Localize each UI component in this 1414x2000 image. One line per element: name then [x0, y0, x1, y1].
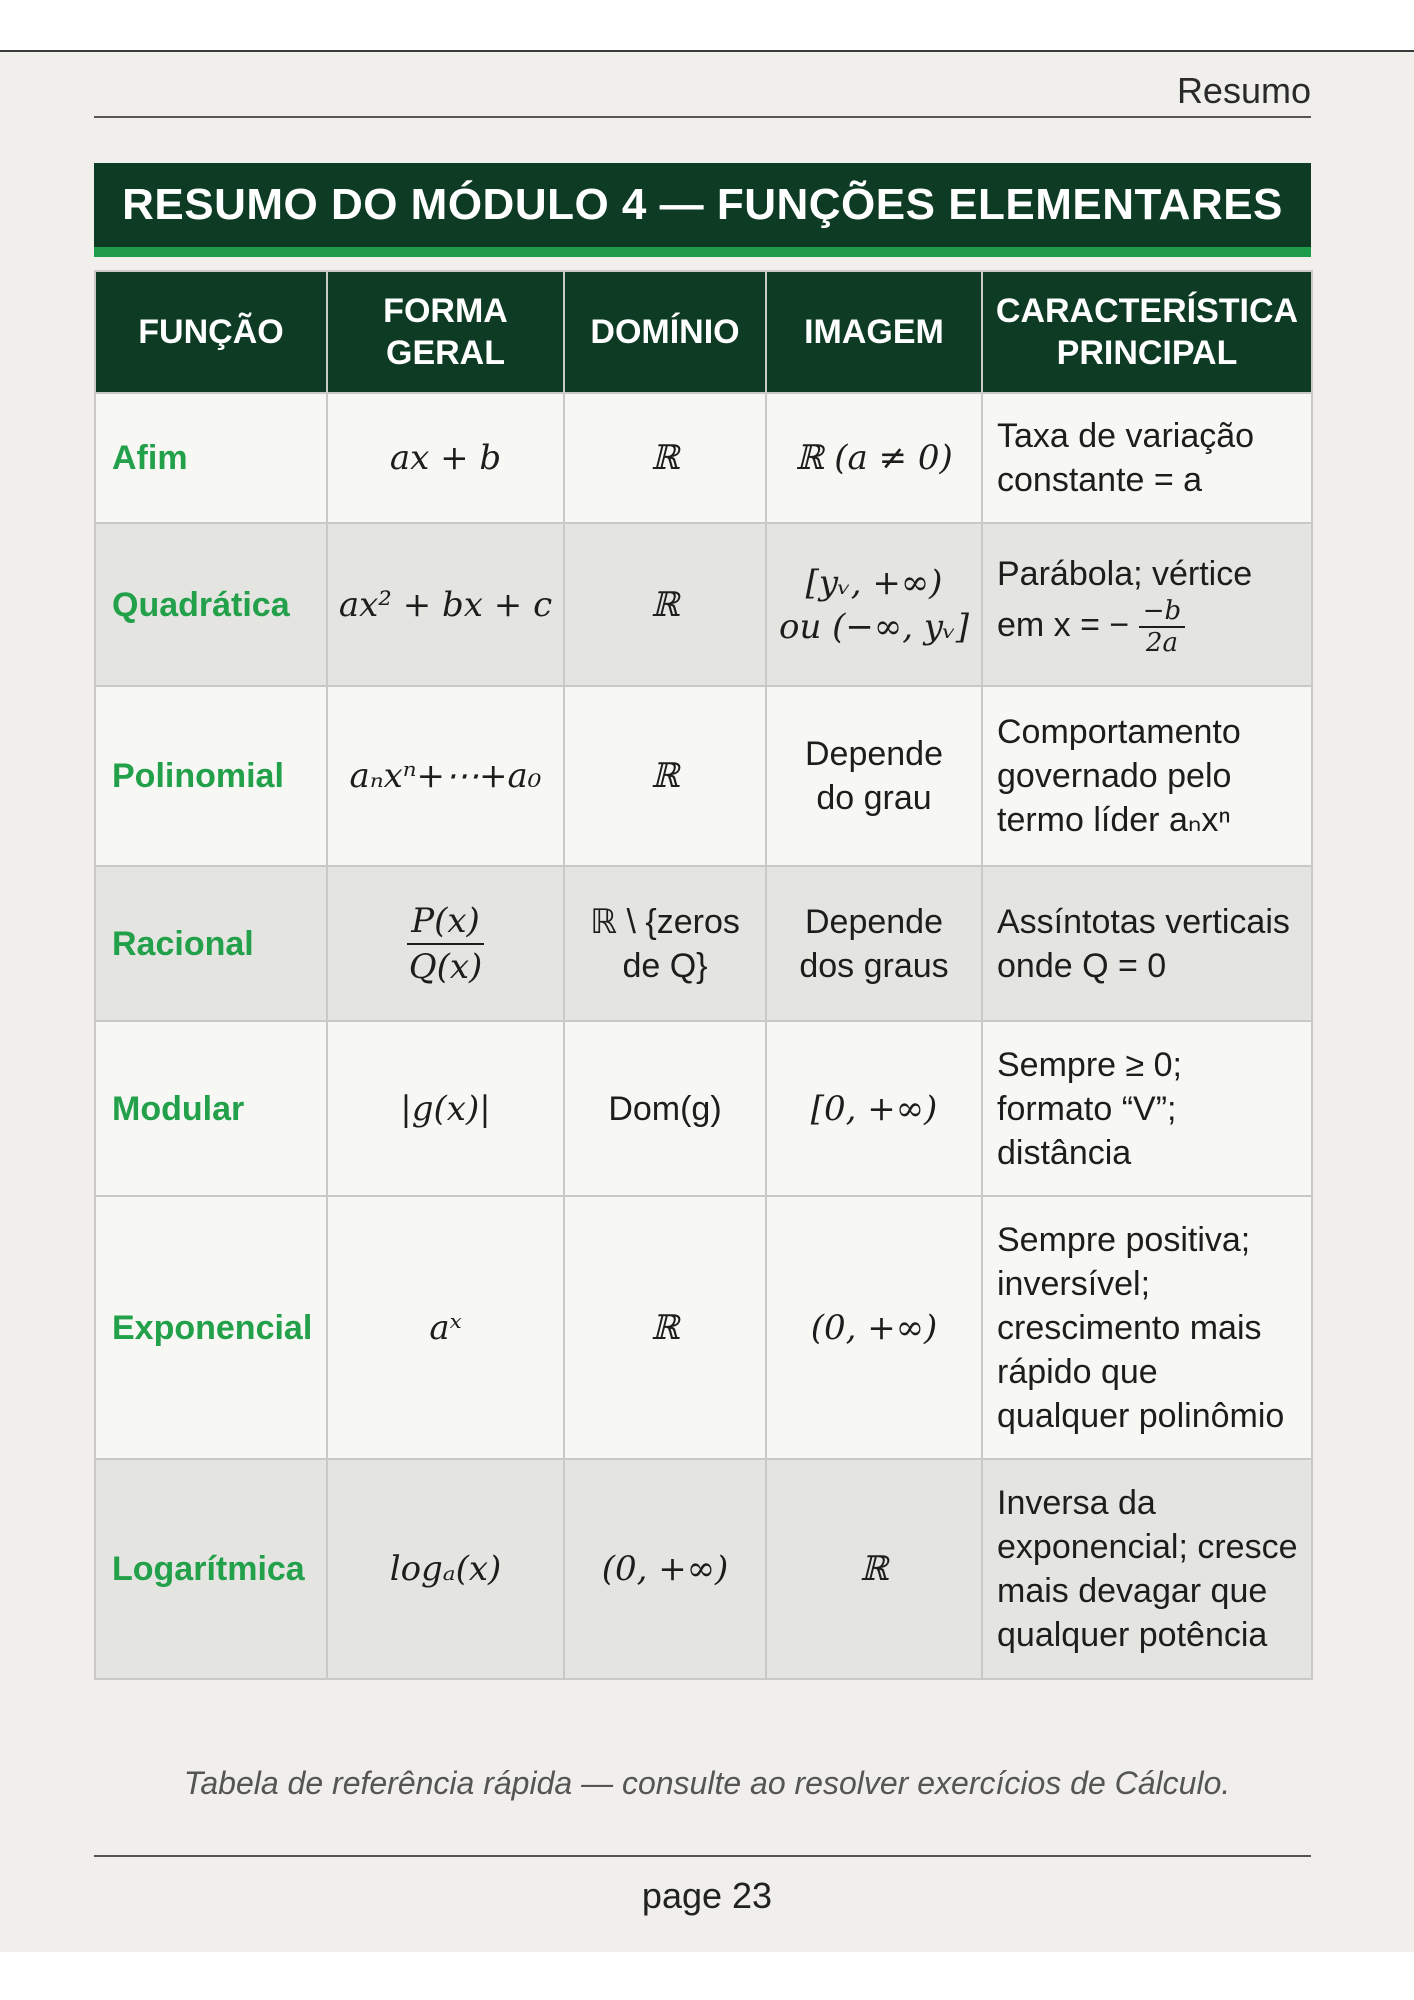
main-feature [982, 686, 1312, 866]
feature-line: constante = a [997, 461, 1203, 499]
feature-line: crescimento mais [997, 1308, 1262, 1347]
main-feature [982, 523, 1312, 686]
main-feature [982, 1196, 1312, 1459]
table-row [95, 523, 1312, 686]
header-funcao: FUNÇÃO [95, 271, 327, 393]
main-feature [982, 866, 1312, 1021]
header-forma-geral [327, 271, 564, 393]
image-range: (0, +∞) [766, 1196, 982, 1459]
function-name: Logarítmica [95, 1459, 327, 1679]
feature-line: termo líder aₙxⁿ [997, 801, 1231, 839]
image-range [766, 523, 982, 686]
vertex-fraction [1139, 596, 1185, 658]
feature-line: inversível; [997, 1264, 1151, 1303]
header-caracteristica-line-1: CARACTERÍSTICA [995, 292, 1299, 330]
footer-rule [94, 1855, 1311, 1857]
feature-line: Sempre positiva; [997, 1220, 1251, 1259]
header-rule [94, 116, 1311, 118]
feature-line: Comportamento [997, 713, 1241, 751]
domain-line: de Q} [622, 946, 708, 985]
general-form: ax² + bx + c [327, 523, 564, 686]
feature-line: Assíntotas verticais [997, 902, 1290, 941]
feature-line: mais devagar que [997, 1572, 1268, 1610]
feature-line: qualquer polinômio [997, 1396, 1285, 1435]
feature-line: exponencial; cresce [997, 1528, 1298, 1566]
table-row [95, 393, 1312, 523]
function-name: Afim [95, 393, 327, 523]
image-line: Depende [804, 735, 943, 773]
image-range: ℝ [766, 1459, 982, 1679]
feature-line-with-fraction [997, 596, 1305, 658]
fraction-denominator: 2a [1145, 627, 1178, 658]
domain [564, 866, 766, 1021]
table-row [95, 686, 1312, 866]
image-line: dos graus [799, 946, 949, 985]
running-header: Resumo [1176, 70, 1311, 111]
image-range: ℝ (a ≠ 0) [766, 393, 982, 523]
general-form: logₐ(x) [327, 1459, 564, 1679]
function-name: Quadrática [95, 523, 327, 686]
main-feature [982, 1459, 1312, 1679]
header-caracteristica [982, 271, 1312, 393]
header-caracteristica-line-2: PRINCIPAL [1056, 334, 1238, 372]
feature-line: Inversa da [997, 1484, 1156, 1522]
table-row [95, 1196, 1312, 1459]
table-row [95, 1021, 1312, 1196]
feature-line: rápido que [997, 1352, 1158, 1391]
image-range [766, 686, 982, 866]
image-line: Depende [804, 902, 943, 941]
function-name: Modular [95, 1021, 327, 1196]
fraction-denominator: Q(x) [408, 946, 483, 987]
page-number: page 23 [641, 1875, 773, 1916]
feature-line: Taxa de variação [997, 417, 1255, 455]
header-imagem: IMAGEM [766, 271, 982, 393]
fraction-numerator: −b [1139, 596, 1185, 628]
general-form: aˣ [327, 1196, 564, 1459]
main-feature [982, 393, 1312, 523]
fraction-numerator: P(x) [407, 899, 484, 945]
table-header-row [95, 271, 1312, 393]
feature-line: Parábola; vértice [997, 554, 1253, 593]
feature-line: distância [997, 1133, 1132, 1172]
table-caption: Tabela de referência rápida — consulte ao resolver exercícios de Cálculo. [183, 1765, 1231, 1801]
rational-fraction [405, 899, 487, 989]
feature-line: qualquer potência [997, 1616, 1268, 1654]
domain: Dom(g) [564, 1021, 766, 1196]
main-feature [982, 1021, 1312, 1196]
function-name: Exponencial [95, 1196, 327, 1459]
feature-line: governado pelo [997, 757, 1232, 795]
feature-line: onde Q = 0 [997, 946, 1167, 985]
domain: ℝ [564, 1196, 766, 1459]
feature-line: formato “V”; [997, 1089, 1177, 1128]
domain: ℝ [564, 523, 766, 686]
feature-text: em x = − [997, 605, 1130, 644]
function-name: Racional [95, 866, 327, 1021]
header-dominio: DOMÍNIO [564, 271, 766, 393]
domain-line: ℝ \ {zeros [590, 902, 740, 941]
general-form [327, 866, 564, 1021]
general-form: ax + b [327, 393, 564, 523]
image-range: [0, +∞) [766, 1021, 982, 1196]
header-forma-line-2: GERAL [386, 334, 505, 372]
image-line: ou (−∞, yᵥ] [778, 606, 969, 647]
general-form: aₙxⁿ+⋯+a₀ [327, 686, 564, 866]
image-range [766, 866, 982, 1021]
summary-table [94, 270, 1313, 1680]
image-line: do grau [816, 779, 932, 817]
table-row [95, 1459, 1312, 1679]
module-title-banner: RESUMO DO MÓDULO 4 — FUNÇÕES ELEMENTARES [94, 163, 1311, 257]
header-forma-line-1: FORMA [383, 292, 508, 330]
feature-line: Sempre ≥ 0; [997, 1045, 1182, 1084]
table-row [95, 866, 1312, 1021]
general-form: |g(x)| [327, 1021, 564, 1196]
image-line: [yᵥ, +∞) [805, 562, 943, 603]
domain: ℝ [564, 393, 766, 523]
function-name: Polinomial [95, 686, 327, 866]
domain: (0, +∞) [564, 1459, 766, 1679]
domain: ℝ [564, 686, 766, 866]
